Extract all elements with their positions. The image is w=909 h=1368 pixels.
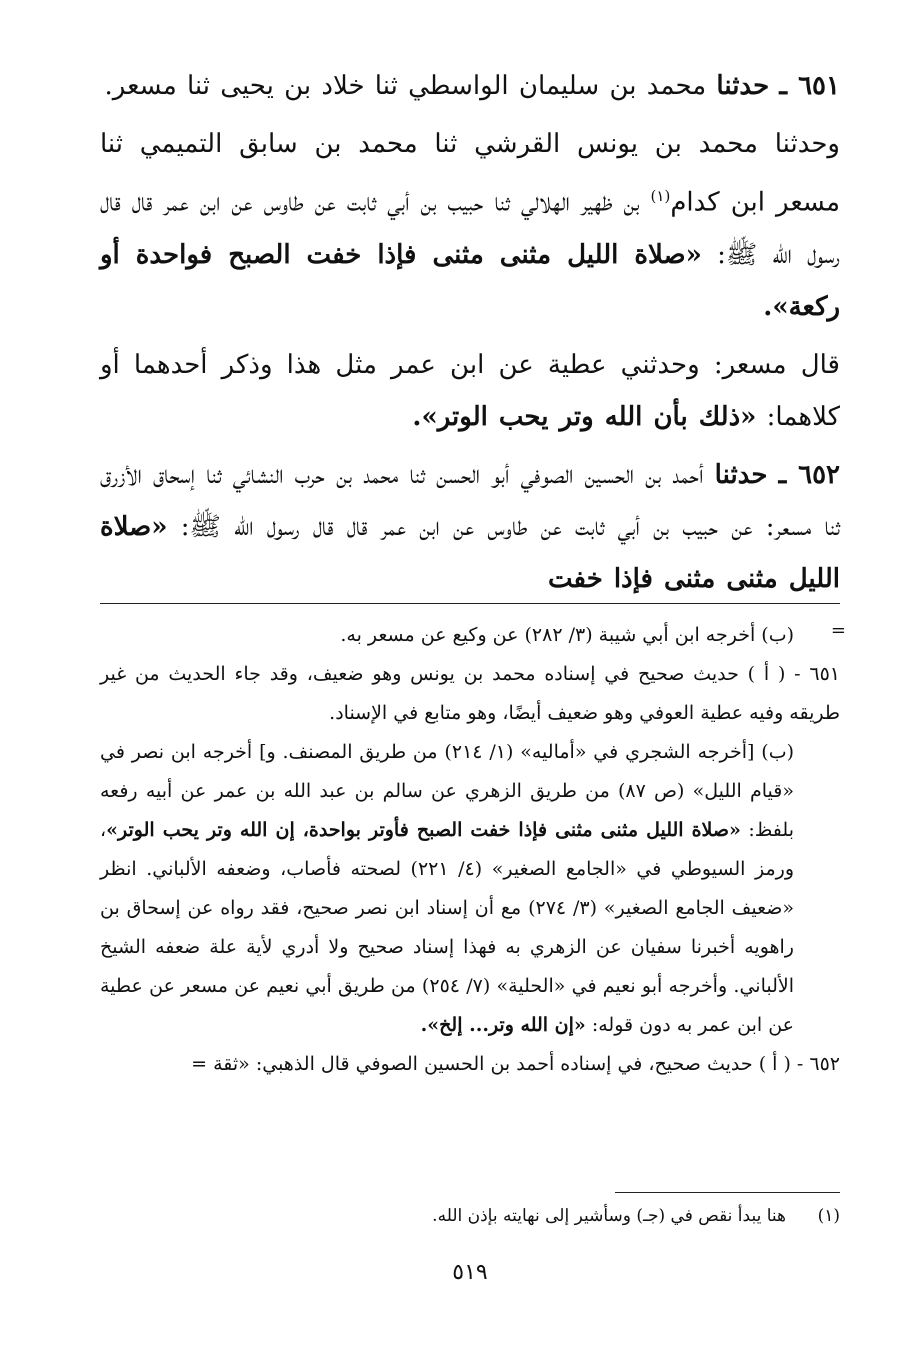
isnad-text: بن ظهير الهلالي ثنا حبيب بن أبي ثابت عن طاوس عن ابن عمر قال قال رسول الله ﷺ: — [100, 187, 840, 270]
footnote-text: هنا يبدأ نقص في (جـ) وسأشير إلى نهايته بإذن الله. — [432, 1206, 786, 1226]
note-651-a — [100, 655, 840, 733]
isnad-text: قال مسعر: وحدثني عطية عن ابن عمر مثل هذا وذكر أحدهما أو كلاهما: — [100, 349, 840, 432]
note-b-top: (ب) أخرجه ابن أبي شيبة (٣/ ٢٨٢) عن وكيع عن مسعر به. — [340, 624, 794, 646]
hadith-matn: «صلاة الليل مثنى مثنى فإذا خفت — [100, 511, 840, 594]
hadith-lead: حدثنا — [714, 459, 768, 490]
note-text: حديث صحيح في إسناده محمد بن يونس وهو ضعيف، وقد جاء الحديث من غير طريقه وفيه عطية العوفي وهو ضعيف أيضًا، وهو متابع في الإسناد. — [100, 663, 840, 724]
note-text: حديث صحيح، في إسناده أحمد بن الحسين الصوفي قال الذهبي: «ثقة = — [191, 1053, 759, 1075]
main-text — [100, 60, 840, 605]
note-quote: «إن الله وتر... إلخ». — [420, 1014, 586, 1036]
note-651-b — [100, 733, 794, 1045]
footnote-number: (١) — [817, 1206, 840, 1226]
note-text: (ب) [أخرجه الشجري في «أماليه» (١/ ٢١٤) من طريق المصنف. و] أخرجه ابن نصر في «قيام الليل» (ص ٨٧) من طريق الزهري عن سالم بن عبد الله بن عمر عن أبيه رفعه بلفظ: — [100, 741, 794, 841]
continuation-mark: = — [830, 620, 846, 641]
hadith-number: ٦٥٢ ـ — [778, 459, 841, 490]
page-number: ٥١٩ — [452, 1260, 488, 1285]
hadith-matn: «صلاة الليل مثنى مثنى فإذا خفت الصبح فواحدة أو ركعة». — [100, 239, 840, 322]
footnote-1 — [100, 1199, 840, 1233]
notes-divider — [100, 603, 840, 604]
hadith-652-paragraph — [100, 449, 840, 605]
document-page — [100, 60, 846, 1340]
hadith-matn: «ذلك بأن الله وتر يحب الوتر». — [412, 401, 757, 432]
note-label: ٦٥٢ - ( أ ) — [758, 1053, 840, 1075]
isnad-text: محمد بن سليمان الواسطي ثنا خلاد بن يحيى ثنا مسعر. — [104, 71, 717, 101]
hadith-651-second-chain — [100, 118, 840, 333]
note-label: ٦٥١ - ( أ ) — [747, 663, 840, 685]
isnad-text: وحدثنا محمد بن يونس القرشي ثنا محمد بن سابق التميمي ثنا مسعر ابن كدام — [100, 129, 840, 218]
hadith-lead: حدثنا — [716, 71, 770, 101]
note-652-a — [100, 1045, 840, 1084]
note-text: ، ورمز السيوطي في «الجامع الصغير» (٤/ ٢٢١) لصحته فأصاب، وضعفه الألباني. انظر «ضعيف الجامع الصغير» (٣/ ٢٧٤) مع أن إسناد ابن نصر صحيح، فقد رواه عن إسحاق بن راهويه أخبرنا سفيان عن الزهري به فهذا إسناد صحيح ولا أدري لأية علة ضعفه الشيخ الألباني. وأخرجه أبو نعيم في «الحلية» (٧/ ٢٥٤) من طريق أبي نعيم عن مسعر عن عطية عن ابن عمر به دون قوله: — [100, 819, 794, 1036]
hadith-651-paragraph — [100, 60, 840, 112]
takhrij-notes — [100, 616, 846, 1084]
hadith-number: ٦٥١ ـ — [779, 71, 840, 101]
footnote-divider — [615, 1192, 840, 1193]
footnote-ref: (١) — [650, 187, 671, 205]
isnad-text: أحمد بن الحسين الصوفي أبو الحسن ثنا محمد بن حرب النشائي ثنا إسحاق الأزرق ثنا مسعر: عن حبيب بن أبي ثابت عن طاوس عن ابن عمر قال قال رسول الله ﷺ: — [100, 459, 840, 542]
note-quote: «صلاة الليل مثنى مثنى فإذا خفت الصبح فأوتر بواحدة، إن الله وتر يحب الوتر» — [106, 819, 741, 841]
hadith-651-mis-ar-note — [100, 339, 840, 443]
